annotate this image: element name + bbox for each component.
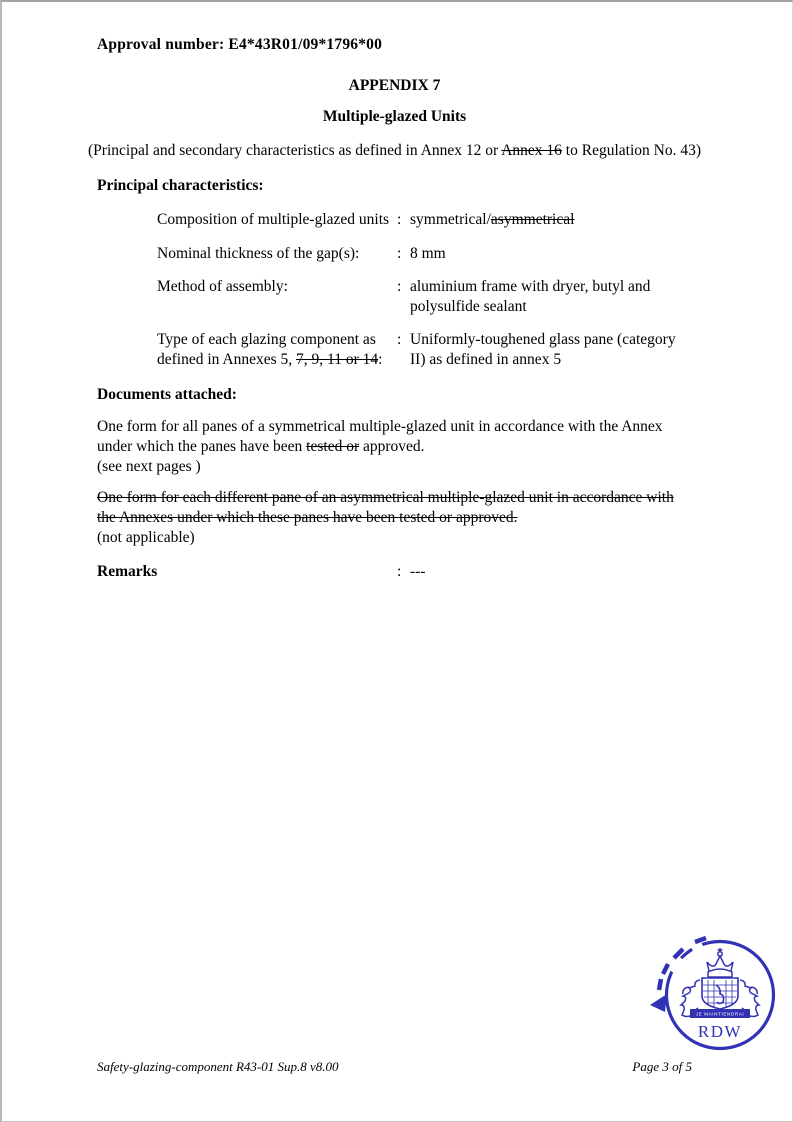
colon-separator: : — [397, 563, 402, 580]
colon-separator: : — [397, 278, 402, 295]
scope-note-text: to Regulation No. 43) — [561, 142, 701, 159]
documents-paragraph-asymmetrical: One form for each different pane of an asymmetrical multiple-glazed unit in accordance with the Annexes under which these panes have been tested or approved. (not applicable) — [97, 489, 674, 546]
not-applicable-note: (not applicable) — [97, 529, 195, 546]
appendix-title: APPENDIX 7 — [348, 77, 441, 94]
document-content — [2, 2, 792, 582]
characteristic-row-composition — [157, 210, 692, 230]
document-subtitle: Multiple-glazed Units — [322, 108, 467, 125]
documents-paragraph-symmetrical: One form for all panes of a symmetrical multiple-glazed unit in accordance with the Annex under which the panes have been tested or approved. (see next pages ) — [97, 418, 663, 475]
scope-note-struck-text: Annex 16 — [501, 142, 562, 159]
characteristic-label: Method of assembly: — [157, 278, 288, 295]
page-footer — [97, 1059, 692, 1075]
characteristic-value: 8 mm — [410, 244, 446, 262]
characteristic-label: Nominal thickness of the gap(s): — [157, 244, 360, 262]
colon-separator: : — [397, 211, 402, 228]
document-reference: Safety-glazing-component R43-01 Sup.8 v8.00 — [97, 1059, 339, 1074]
motto-text: JE MAINTIENDRAI — [695, 1011, 745, 1017]
rdw-label: RDW — [697, 1022, 743, 1041]
characteristic-value: aluminium frame with dryer, butyl and polysulfide sealant — [410, 278, 651, 315]
characteristics-table — [157, 210, 692, 369]
colon-separator: : — [397, 244, 402, 262]
remarks-label: Remarks — [97, 563, 158, 580]
rdw-stamp — [640, 930, 790, 1060]
crown-icon — [707, 948, 733, 977]
characteristic-value: Uniformly-toughened glass pane (category II) as defined in annex 5 — [410, 331, 676, 368]
characteristic-label: Type of each glazing component as defined in Annexes 5, 7, 9, 11 or 14: — [157, 331, 383, 368]
principal-characteristics-heading: Principal characteristics: — [97, 177, 264, 194]
remarks-value: --- — [410, 563, 426, 580]
characteristic-label: Composition of multiple-glazed units — [157, 211, 390, 228]
characteristic-row-assembly-method — [157, 277, 692, 316]
documents-attached-heading: Documents attached: — [97, 386, 237, 403]
remarks-row — [97, 562, 692, 582]
characteristic-row-glazing-type — [157, 330, 692, 369]
stamp-wedge — [650, 994, 667, 1012]
shield-icon — [702, 978, 738, 1009]
rdw-seal-icon — [640, 930, 790, 1060]
characteristic-row-gap-thickness — [157, 244, 692, 264]
see-next-pages-note: (see next pages ) — [97, 458, 201, 475]
scope-note-text: (Principal and secondary characteristics as defined in Annex 12 or — [88, 142, 502, 159]
approval-number-line: Approval number: E4*43R01/09*1796*00 — [97, 36, 383, 53]
page-number: Page 3 of 5 — [632, 1059, 692, 1074]
colon-separator: : — [397, 331, 402, 348]
characteristic-value: symmetrical/asymmetrical — [410, 211, 575, 228]
scope-note — [83, 142, 706, 160]
